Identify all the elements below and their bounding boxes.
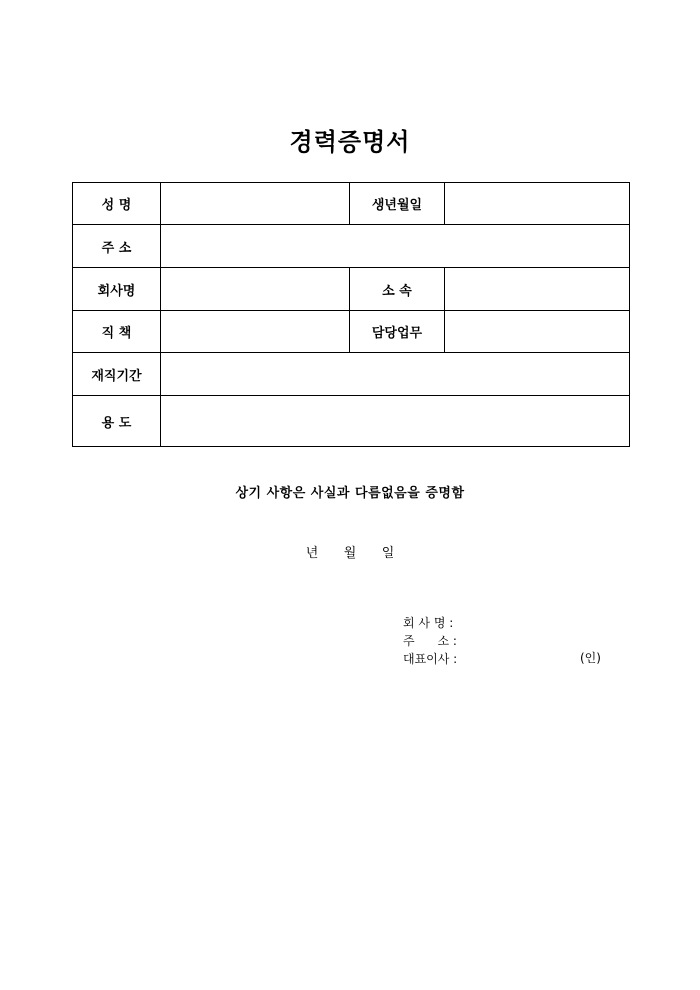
- purpose-label: 용 도: [73, 396, 161, 447]
- duty-label: 담당업무: [350, 311, 445, 353]
- page-title: 경력증명서: [289, 128, 411, 156]
- certificate-form-table: [72, 182, 630, 447]
- position-field[interactable]: [161, 311, 350, 353]
- name-field[interactable]: [161, 183, 350, 225]
- form-row-name: [73, 183, 630, 225]
- company-field[interactable]: [161, 268, 350, 311]
- signature-ceo-label: 대표이사 :: [403, 652, 458, 666]
- duty-field[interactable]: [445, 311, 630, 353]
- company-label: 회사명: [73, 268, 161, 311]
- date-month-label: 월: [343, 546, 357, 561]
- period-field[interactable]: [161, 353, 630, 396]
- position-label: 직 책: [73, 311, 161, 353]
- birth-field[interactable]: [445, 183, 630, 225]
- birth-label: 생년월일: [350, 183, 445, 225]
- seal-mark: (인): [580, 651, 601, 665]
- issue-date: [0, 542, 700, 561]
- signature-company-label: 회 사 명 :: [403, 616, 454, 630]
- form-row-purpose: [73, 396, 630, 447]
- dept-field[interactable]: [445, 268, 630, 311]
- form-row-company: [73, 268, 630, 311]
- form-row-position: [73, 311, 630, 353]
- name-label: 성 명: [73, 183, 161, 225]
- date-day-label: 일: [381, 546, 395, 561]
- address-field[interactable]: [161, 225, 630, 268]
- purpose-field[interactable]: [161, 396, 630, 447]
- form-row-period: [73, 353, 630, 396]
- dept-label: 소 속: [350, 268, 445, 311]
- date-year-label: 년: [305, 546, 319, 561]
- form-row-address: [73, 225, 630, 268]
- address-label: 주 소: [73, 225, 161, 268]
- period-label: 재직기간: [73, 353, 161, 396]
- certification-statement: 상기 사항은 사실과 다름없음을 증명함: [235, 486, 465, 501]
- signature-address-label: 주 소 :: [403, 634, 457, 648]
